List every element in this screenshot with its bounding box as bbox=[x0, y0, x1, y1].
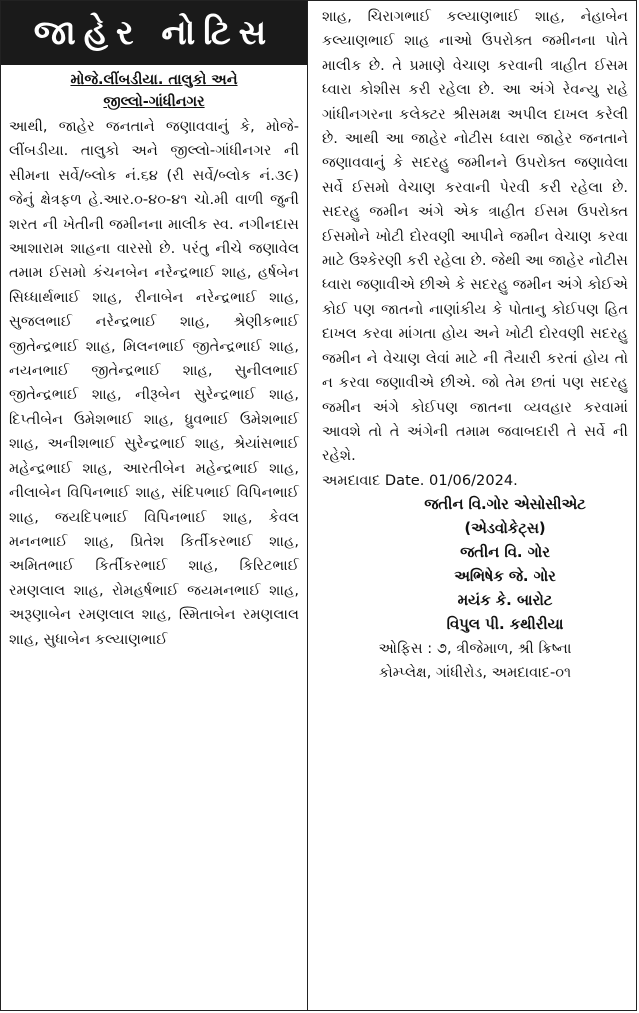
office-line1: ઓફિસ : ૭, ત્રીજેમાળ, શ્રી ક્રિષ્ના bbox=[378, 639, 572, 657]
office-line2: કોમ્પ્લેક્ષ, ગાંધીરોડ, અમદાવાદ-૦૧ bbox=[378, 663, 572, 681]
date-line: અમદાવાદ Date. 01/06/2024. bbox=[322, 471, 518, 489]
subheading-line2: જીલ્લો-ગાંધીનગર bbox=[103, 94, 205, 110]
notice-subheading bbox=[1, 65, 307, 113]
advocate-name: મયંક કે. બારોટ bbox=[457, 591, 553, 609]
firm-name: જતીન વિ.ગોર એસોસીએટ bbox=[424, 495, 586, 513]
left-body-text: આથી, જાહેર જનતાને જણાવવાનું કે, મોજે-લીંબડીયા. તાલુકો અને જીલ્લો-ગાંધીનગર ની સીમના સર્વે/બ્લોક નં.૬૪ (રી સર્વે/બ્લોક નં.૩૯) જેનું ક્ષેત્રફળ હે.આર.૦-૪૦-૪૧ ચો.મી વાળી જુની શરત ની ખેતીની જમીનના માલીક સ્વ. નગીનદાસ આશારામ શાહના વારસો છે. પરંતુ નીચે જણાવેલ તમામ ઈસમો કંચનબેન નરેન્દ્રભાઈ શાહ, હર્ષબેન સિધ્ધાર્થભાઈ શાહ, રીનાબેન નરેન્દ્રભાઈ શાહ, સુજલભાઈ નરેન્દ્રભાઈ શાહ, શ્રેણીકભાઈ જીતેન્દ્રભાઈ શાહ, મિલનભાઈ જીતેન્દ્રભાઈ શાહ, નયનભાઈ જીતેન્દ્રભાઈ શાહ, સુનીલભાઈ જીતેન્દ્રભાઈ શાહ, નીરૂબેન સુરેન્દ્રભાઈ શાહ, દિપ્તીબેન ઉમેશભાઈ શાહ, ધ્રુવભાઈ ઉમેશભાઈ શાહ, અનીશભાઈ સુરેન્દ્રભાઈ શાહ, શ્રેયાંસભાઈ મહેન્દ્રભાઈ શાહ, આરતીબેન મહેન્દ્રભાઈ શાહ, નીલાબેન વિપિનભાઈ શાહ, સંદિપભાઈ વિપિનભાઈ શાહ, જયદિપભાઈ વિપિનભાઈ શાહ, કેવલ મનનભાઈ શાહ, પ્રિતેશ કિર્તીકરભાઈ શાહ, અમિતભાઈ કિર્તીકરભાઈ શાહ, કિરિટભાઈ રમણલાલ શાહ, રોમહર્ષભાઈ જયમનભાઈ શાહ, અરૂણાબેન રમણલાલ શાહ, સ્મિતાબેન રમણલાલ શાહ, સુધાબેન કલ્યાણભાઈ bbox=[9, 118, 299, 648]
right-body-text: શાહ, ચિરાગભાઈ કલ્યાણભાઈ શાહ, નેહાબેન કલ્યાણભાઈ શાહ નાઓ ઉપરોક્ત જમીનના પોતે માલીક છે. તે પ્રમાણે વેચાણ કરવાની ત્રાહીત ઈસમ ધ્વારા કોશીસ કરી રહેલા છે. આ અંગે રેવન્યુ રાહે ગાંધીનગરના કલેક્ટર શ્રીસમક્ષ અપીલ દાખલ કરેલી છે. આથી આ જાહેર નોટીસ ધ્વારા જાહેર જનતાને જણાવવાનું કે સદરહુ જમીનને ઉપરોક્ત જણાવેલા સર્વે ઈસમો વેચાણ કરવાની પેરવી કરી રહેલા છે. સદરહુ જમીન અંગે એક ત્રાહીત ઈસમ ઉપરોક્ત ઈસમોને ખોટી દોરવણી આપીને જમીન વેચાણ કરવા માટે ઉશ્કેરણી કરી રહેલા છે. જેથી આ જાહેર નોટીસ ધ્વારા જણાવીએ છીએ કે સદરહુ જમીન અંગે કોઈએ કોઈ પણ જાતનો નાણાંકીય કે પોતાનુ કોઈપણ હિત દાખલ કરવા માંગતા હોય અને ખોટી દોરવણી સદરહુ જમીન ને વેચાણ લેવાં માટે ની તૈયારી કરતાં હોય તો ન કરવા જણાવીએ છીએ. જો તેમ છતાં પણ સદરહુ જમીન અંગે કોઈપણ જાતના વ્યવહાર કરવામાં આવશે તો તે અંગેની તમામ જવાબદારી તે સર્વે ની રહેશે. bbox=[322, 8, 628, 465]
subheading-line1: મોજે.લીંબડીયા. તાલુકો અને bbox=[70, 72, 238, 88]
advocate-name: જતીન વિ. ગોર bbox=[460, 543, 550, 561]
notice-title: જાહેર નોટિસ bbox=[33, 13, 275, 53]
firm-role: (એડવોકેટ્સ) bbox=[464, 519, 546, 537]
right-column bbox=[314, 1, 636, 1010]
left-column bbox=[1, 1, 308, 1010]
advocate-name: અભિષેક જે. ગોર bbox=[454, 567, 556, 585]
advocate-name: વિપુલ પી. કથીરીયા bbox=[446, 615, 564, 633]
office-address bbox=[314, 637, 636, 685]
signature-block bbox=[314, 493, 636, 637]
notice-banner bbox=[1, 1, 307, 65]
